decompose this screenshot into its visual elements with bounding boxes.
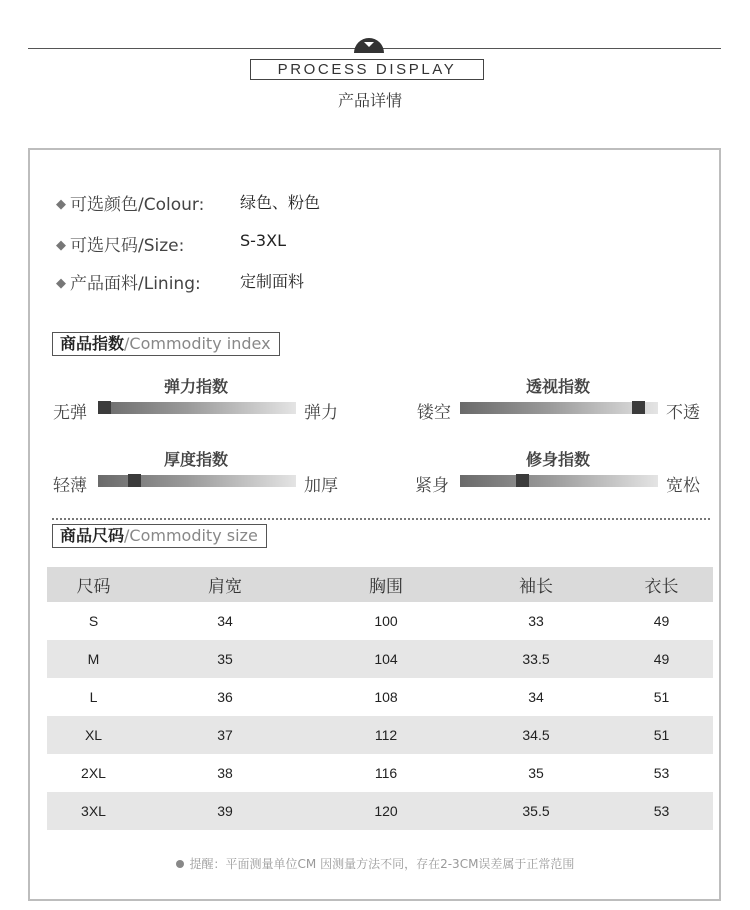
index-track [98, 475, 296, 487]
index-track [460, 402, 658, 414]
info-value: S-3XL [240, 231, 286, 250]
section-divider [52, 518, 710, 520]
table-cell: 104 [310, 640, 462, 678]
index-track [460, 475, 658, 487]
diamond-icon: ◆ [56, 276, 66, 291]
info-lining [56, 269, 305, 294]
table-cell: 51 [610, 716, 713, 754]
info-value: 绿色、粉色 [240, 193, 321, 212]
table-cell: 33.5 [462, 640, 610, 678]
table-cell: 35 [140, 640, 310, 678]
index-marker [98, 401, 111, 414]
table-cell: 53 [653, 765, 670, 781]
table-cell: 108 [374, 689, 398, 705]
heading-bold: 商品尺码 [60, 526, 125, 545]
table-cell: L [89, 689, 98, 705]
table-cell: 34 [528, 689, 544, 705]
table-cell: 2XL [81, 765, 106, 781]
product-details-subtitle: 产品详情 [337, 91, 402, 110]
index-left-label: 无弹 [53, 403, 87, 423]
index-title: 修身指数 [525, 450, 590, 469]
table-cell: 36 [217, 689, 233, 705]
index-left-label: 镂空 [417, 403, 451, 423]
table-cell: 35 [528, 765, 544, 781]
table-cell: 34.5 [462, 716, 610, 754]
info-label: 可选颜色/Colour: [70, 195, 205, 215]
table-cell: 34 [217, 613, 233, 629]
info-size [56, 231, 286, 256]
table-cell: 51 [653, 689, 670, 705]
diamond-icon: ◆ [56, 238, 66, 253]
bullet-icon [176, 860, 184, 868]
table-cell: 33 [528, 613, 544, 629]
index-marker [128, 474, 141, 487]
index-left-label: 轻薄 [53, 476, 87, 496]
measurement-note [0, 855, 750, 872]
table-cell: 3XL [47, 792, 140, 830]
table-cell: 120 [310, 792, 462, 830]
table-cell: 112 [310, 716, 462, 754]
table-row [47, 602, 713, 640]
table-row [47, 678, 713, 716]
size-table [47, 567, 713, 830]
table-cell: 37 [140, 716, 310, 754]
table-cell: 116 [374, 765, 398, 781]
table-cell: M [47, 640, 140, 678]
table-cell: XL [47, 716, 140, 754]
commodity-size-heading [52, 524, 267, 548]
index-right-label: 不透 [666, 403, 700, 423]
heading-light: /Commodity index [124, 334, 271, 353]
table-cell: 39 [140, 792, 310, 830]
table-row [47, 716, 713, 754]
table-cell: 53 [610, 792, 713, 830]
table-cell: 38 [217, 765, 233, 781]
table-row [47, 792, 713, 830]
column-header: 肩宽 [140, 567, 310, 602]
table-row [47, 754, 713, 792]
index-right-label: 宽松 [666, 476, 700, 496]
info-label: 可选尺码/Size: [70, 236, 185, 256]
column-header: 尺码 [47, 567, 140, 602]
info-value: 定制面料 [240, 272, 305, 291]
table-cell: 100 [374, 613, 398, 629]
heading-light: /Commodity size [124, 526, 258, 545]
note-text: 提醒：平面测量单位CM 因测量方法不同，存在2-3CM误差属于正常范围 [189, 857, 575, 871]
table-header-row [47, 567, 713, 602]
table-cell: 35.5 [462, 792, 610, 830]
column-header: 胸围 [310, 567, 462, 602]
info-label: 产品面料/Lining: [70, 274, 201, 294]
table-cell: S [88, 613, 99, 629]
index-right-label: 加厚 [304, 476, 338, 496]
index-marker [632, 401, 645, 414]
index-title: 厚度指数 [163, 450, 228, 469]
index-marker [516, 474, 529, 487]
table-cell: 49 [653, 613, 670, 629]
table-row [47, 640, 713, 678]
index-title: 弹力指数 [163, 377, 228, 396]
table-cell: 49 [610, 640, 713, 678]
heading-bold: 商品指数 [60, 334, 125, 353]
index-right-label: 弹力 [304, 403, 338, 423]
column-header: 衣长 [610, 567, 713, 602]
chevron-down-icon [354, 38, 384, 53]
column-header: 袖长 [462, 567, 610, 602]
info-colour [56, 190, 321, 215]
process-display-title: PROCESS DISPLAY [250, 59, 484, 80]
diamond-icon: ◆ [56, 197, 66, 212]
commodity-index-heading [52, 332, 280, 356]
index-left-label: 紧身 [415, 476, 449, 496]
index-track [98, 402, 296, 414]
index-title: 透视指数 [525, 377, 590, 396]
